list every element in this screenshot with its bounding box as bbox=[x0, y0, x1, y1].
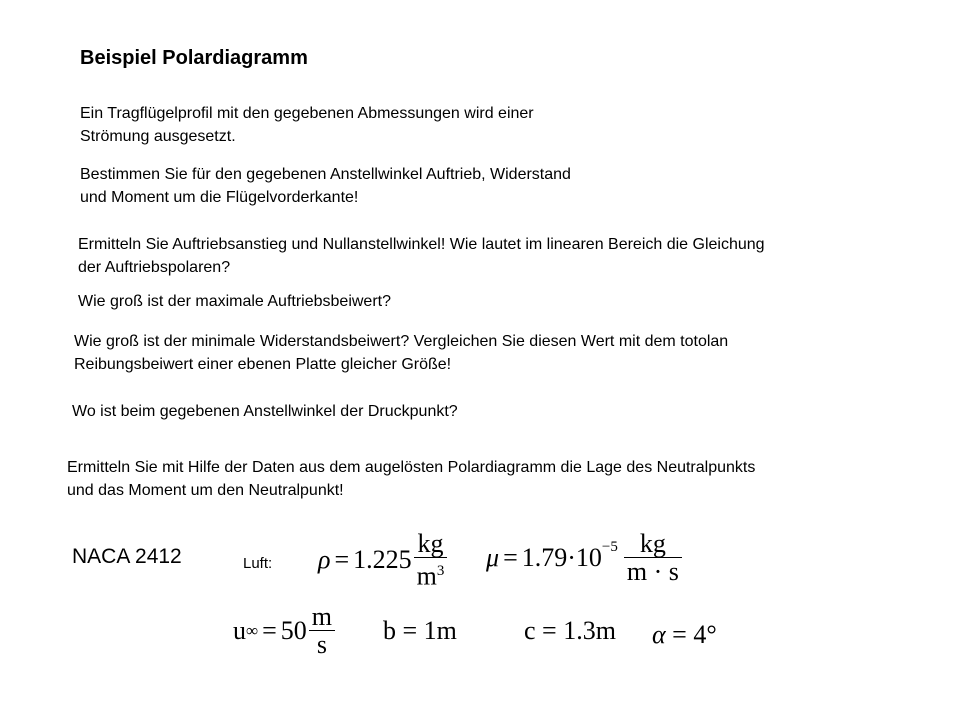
equals-sign: = bbox=[503, 542, 518, 572]
infinity-subscript: ∞ bbox=[246, 620, 259, 640]
text-line: der Auftriebspolaren? bbox=[78, 259, 231, 276]
text-line: Wie groß ist der minimale Widerstandsbeiwert? Vergleichen Sie diesen Wert mit dem totolan bbox=[74, 333, 729, 350]
equals-sign: = bbox=[262, 615, 277, 645]
paragraph-task-min-drag bbox=[74, 330, 728, 376]
mu-unit-fraction bbox=[624, 530, 682, 585]
u-unit-fraction bbox=[309, 603, 335, 658]
text-line: Strömung ausgesetzt. bbox=[80, 128, 236, 145]
text-line: Wo ist beim gegebenen Anstellwinkel der Druckpunkt? bbox=[72, 403, 458, 420]
page-title: Beispiel Polardiagramm bbox=[80, 47, 308, 69]
u-symbol: u bbox=[233, 615, 246, 645]
u-unit-numerator: m bbox=[309, 603, 335, 631]
velocity-formula bbox=[233, 603, 337, 658]
text-line: und das Moment um den Neutralpunkt! bbox=[67, 482, 344, 499]
equals-sign: = bbox=[334, 544, 350, 574]
angle-of-attack-formula bbox=[652, 620, 717, 650]
rho-unit-base: m bbox=[416, 561, 437, 591]
paragraph-intro bbox=[80, 102, 534, 148]
mu-exponent: −5 bbox=[601, 539, 618, 555]
rho-value: 1.225 bbox=[353, 544, 412, 574]
rho-unit-exponent: 3 bbox=[436, 563, 445, 579]
text-line: Ermitteln Sie Auftriebsanstieg und Nullanstellwinkel! Wie lautet im linearen Bereich die Gleichung bbox=[78, 236, 765, 253]
profile-label: NACA 2412 bbox=[72, 545, 182, 568]
mu-unit-denominator: m · s bbox=[626, 557, 679, 586]
text-line: und Moment um die Flügelvorderkante! bbox=[80, 189, 359, 206]
chord-formula: c = 1.3m bbox=[524, 616, 616, 645]
paragraph-task-forces bbox=[80, 163, 571, 209]
paragraph-task-pressure-point bbox=[72, 400, 458, 423]
mu-value: 1.79·10 bbox=[521, 542, 602, 572]
mu-unit-numerator: kg bbox=[624, 530, 682, 558]
paragraph-task-max-lift bbox=[78, 290, 391, 313]
rho-unit-denominator bbox=[414, 558, 448, 590]
mu-symbol: μ bbox=[486, 542, 500, 572]
air-label: Luft: bbox=[243, 555, 273, 572]
paragraph-task-lift-slope bbox=[78, 233, 765, 279]
viscosity-formula bbox=[486, 530, 684, 585]
density-formula bbox=[318, 530, 449, 590]
rho-symbol: ρ bbox=[318, 544, 331, 574]
rho-unit-fraction bbox=[414, 530, 448, 590]
alpha-symbol: α bbox=[652, 620, 666, 649]
text-line: Ermitteln Sie mit Hilfe der Daten aus dem augelösten Polardiagramm die Lage des Neutralpunkts bbox=[67, 459, 756, 476]
rho-unit-numerator: kg bbox=[414, 530, 448, 558]
text-line: Bestimmen Sie für den gegebenen Anstellwinkel Auftrieb, Widerstand bbox=[80, 166, 571, 183]
paragraph-task-neutral-point bbox=[67, 456, 755, 502]
u-unit-denominator: s bbox=[316, 630, 327, 659]
text-line: Reibungsbeiwert einer ebenen Platte gleicher Größe! bbox=[74, 356, 452, 373]
text-line: Wie groß ist der maximale Auftriebsbeiwert? bbox=[78, 293, 391, 310]
span-formula: b = 1m bbox=[383, 616, 457, 645]
u-value: 50 bbox=[280, 615, 307, 645]
text-line: Ein Tragflügelprofil mit den gegebenen Abmessungen wird einer bbox=[80, 105, 534, 122]
alpha-value: = 4° bbox=[672, 620, 717, 649]
